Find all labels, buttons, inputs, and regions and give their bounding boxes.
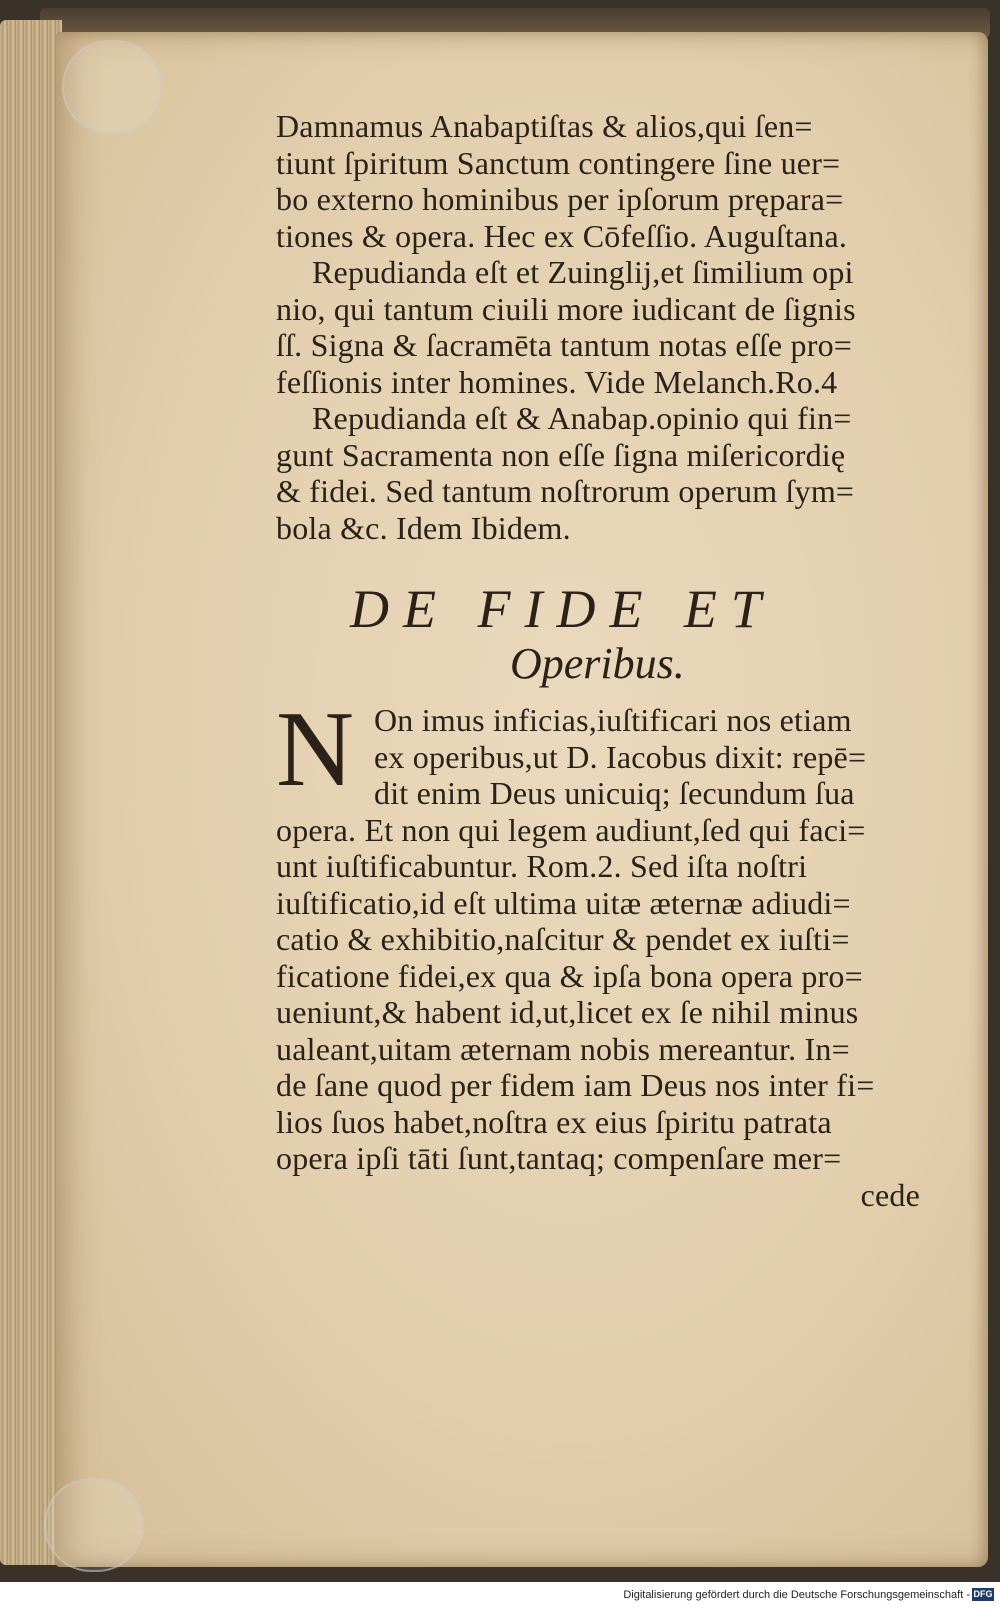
text-line: dit enim Deus unicuiq; ſecundum ſua xyxy=(374,775,855,811)
text-line: ex operibus,ut D. Iacobus dixit: repē= xyxy=(374,738,867,775)
text-line: bola &c. Idem Ibidem. xyxy=(276,509,571,546)
text-line: de ſane quod per fidem iam Deus nos inter fi= xyxy=(276,1067,875,1103)
footer-credit: Digitalisierung gefördert durch die Deutsche Forschungsgemeinschaft - xyxy=(623,1589,970,1601)
body-paragraph xyxy=(276,690,936,1213)
text-line: On imus inficias,iuſtificari nos etiam xyxy=(374,702,852,738)
catchword: cede xyxy=(860,1176,920,1213)
text-line: nio, qui tantum ciuili more iudicant de ſignis xyxy=(276,290,856,327)
text-line: Repudianda eſt et Zuinglij,et ſimilium opi xyxy=(312,254,854,290)
text-line: opera. Et non qui legem audiunt,ſed qui faci= xyxy=(276,811,866,848)
page-clip-bottom xyxy=(44,1478,144,1572)
text-line: lios ſuos habet,noſtra ex eius ſpiritu patrata xyxy=(276,1103,832,1140)
text-line: tiunt ſpiritum Sanctum contingere ſine uer= xyxy=(276,144,841,181)
page-clip-top xyxy=(62,40,162,134)
text-line: tiones & opera. Hec ex Cōfeſſio. Auguſtana. xyxy=(276,217,848,254)
text-line: gunt Sacramenta non eſſe ſigna miſericordię xyxy=(276,436,846,473)
text-line: ueniunt,& habent id,ut,licet ex ſe nihil minus xyxy=(276,994,859,1030)
text-line: iuſtificatio,id eſt ultima uitæ æternæ adiudi= xyxy=(276,884,851,921)
section-heading: DE FIDE ET xyxy=(350,579,775,639)
text-line: Damnamus Anabaptiſtas & alios,qui ſen= xyxy=(276,108,813,144)
text-line: ualeant,uitam æternam nobis mereantur. In= xyxy=(276,1030,850,1067)
text-line: catio & exhibitio,naſcitur & pendet ex iuſti= xyxy=(276,921,850,957)
text-line: bo externo hominibus per ipſorum prępara= xyxy=(276,181,844,217)
section-subheading: Operibus. xyxy=(510,639,685,688)
text-line: & fidei. Sed tantum noſtrorum operum ſym= xyxy=(276,473,855,509)
drop-cap-initial: N xyxy=(276,690,354,809)
text-line: opera ipſi tāti ſunt,tantaq; compenſare mer= xyxy=(276,1140,842,1176)
top-paragraphs xyxy=(276,108,936,546)
text-line: ficatione fidei,ex qua & ipſa bona opera pro= xyxy=(276,957,863,994)
dfg-logo-icon: DFG xyxy=(973,1589,993,1599)
text-line: Repudianda eſt & Anabap.opinio qui fin= xyxy=(312,400,852,436)
text-line: ſſ. Signa & ſacramēta tantum notas eſſe pro= xyxy=(276,327,853,363)
text-line: unt iuſtificabuntur. Rom.2. Sed iſta noſtri xyxy=(276,848,808,884)
book-page-edges xyxy=(0,20,62,1565)
text-line: feſſionis inter homines. Vide Melanch.Ro.4 xyxy=(276,363,838,400)
